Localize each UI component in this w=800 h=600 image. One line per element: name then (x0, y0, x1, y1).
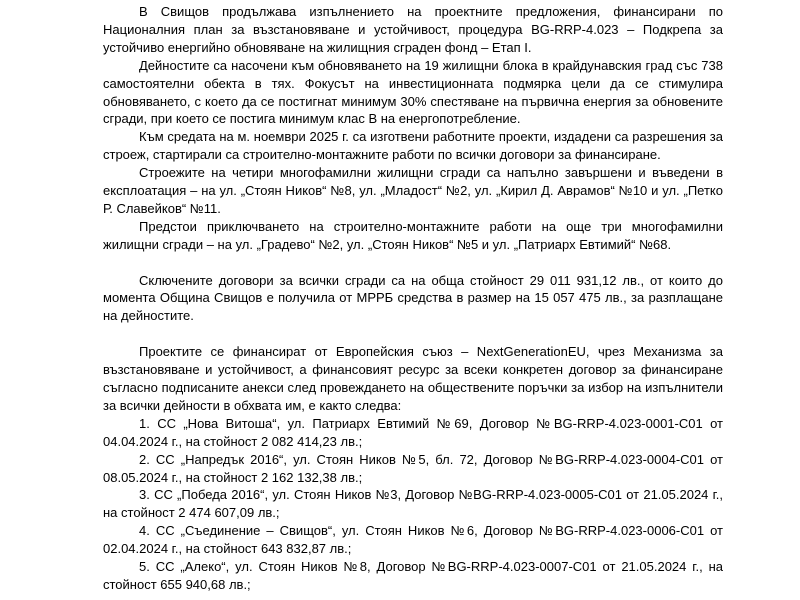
contract-item-5: 5. СС „Алеко“, ул. Стоян Ников №8, Договор №BG-RRP-4.023-0007-C01 от 21.05.2024 г., на стойност 655 940,68 лв.; (103, 559, 723, 592)
contract-item-4: 4. СС „Съединение – Свищов“, ул. Стоян Ников №6, Договор №BG-RRP-4.023-0006-C01 от 02.04.2024 г., на стойност 643 832,87 лв.; (103, 523, 723, 557)
contracts-value-paragraph: Сключените договори за всички сгради са на обща стойност 29 011 931,12 лв., от които до момента Община Свищов е получила от МРРБ средства в размер на 15 057 475 лв., за разплащане на дейностите. (103, 272, 723, 324)
contract-item-2: 2. СС „Напредък 2016“, ул. Стоян Ников №5, бл. 72, Договор №BG-RRP-4.023-0004-C01 от 08.05.2024 г., на стойност 2 162 132,38 лв.; (103, 451, 723, 485)
contract-item-3: 3. СС „Победа 2016“, ул. Стоян Ников №3, Договор №BG-RRP-4.023-0005-C01 от 21.05.2024 г., на стойност 2 474 607,09 лв.; (103, 487, 723, 521)
progress-paragraph: Към средата на м. ноември 2025 г. са изготвени работните проекти, издадени са разрешения за строеж, стартирали са строително-монтажните работи по всички договори за финансиране. (103, 129, 723, 163)
financing-paragraph: Проектите се финансират от Европейския съюз – NextGenerationEU, чрез Механизма за възстановяване и устойчивост, а финансовият ресурс за всеки конкретен договор за финансиране съгласно подписаните анекси след провеждането на обществените поръчки за избор на изпълнители за всички дейности в обхвата им, е както следва: (103, 344, 723, 413)
document-page (103, 3, 723, 594)
upcoming-buildings-paragraph: Предстои приключването на строително-монтажните работи на още три многофамилни жилищни сгради – на ул. „Градево“ №2, ул. „Стоян Ников“ №5 и ул. „Патриарх Евтимий“ №68. (103, 218, 723, 252)
intro-paragraph: В Свищов продължава изпълнението на проектните предложения, финансирани по Националния план за възстановяване и устойчивост, процедура BG-RRP-4.023 – Подкрепа за устойчиво енергийно обновяване на жилищния сграден фонд – Етап I. (103, 4, 723, 55)
contract-item-1: 1. СС „Нова Витоша“, ул. Патриарх Евтимий №69, Договор №BG-RRP-4.023-0001-C01 от 04.04.2024 г., на стойност 2 082 414,23 лв.; (103, 415, 723, 449)
completed-buildings-paragraph: Строежите на четири многофамилни жилищни сгради са напълно завършени и въведени в експлоатация – на ул. „Стоян Ников“ №8, ул. „Младост“ №2, ул. „Кирил Д. Аврамов“ №10 и ул. „Петко Р. Славейков“ №11. (103, 165, 723, 216)
activities-paragraph: Дейностите са насочени към обновяването на 19 жилищни блока в крайдунавския град със 738 самостоятелни обекта в тях. Фокусът на инвестиционната подмярка цели да се стимулира обновяването, с което да се постигнат минимум 30% спестяване на първична енергия за обновените сгради, при което се постига минимум клас В на енергопотребление. (103, 57, 723, 127)
paragraph-spacer (103, 325, 723, 343)
paragraph-spacer (103, 254, 723, 272)
